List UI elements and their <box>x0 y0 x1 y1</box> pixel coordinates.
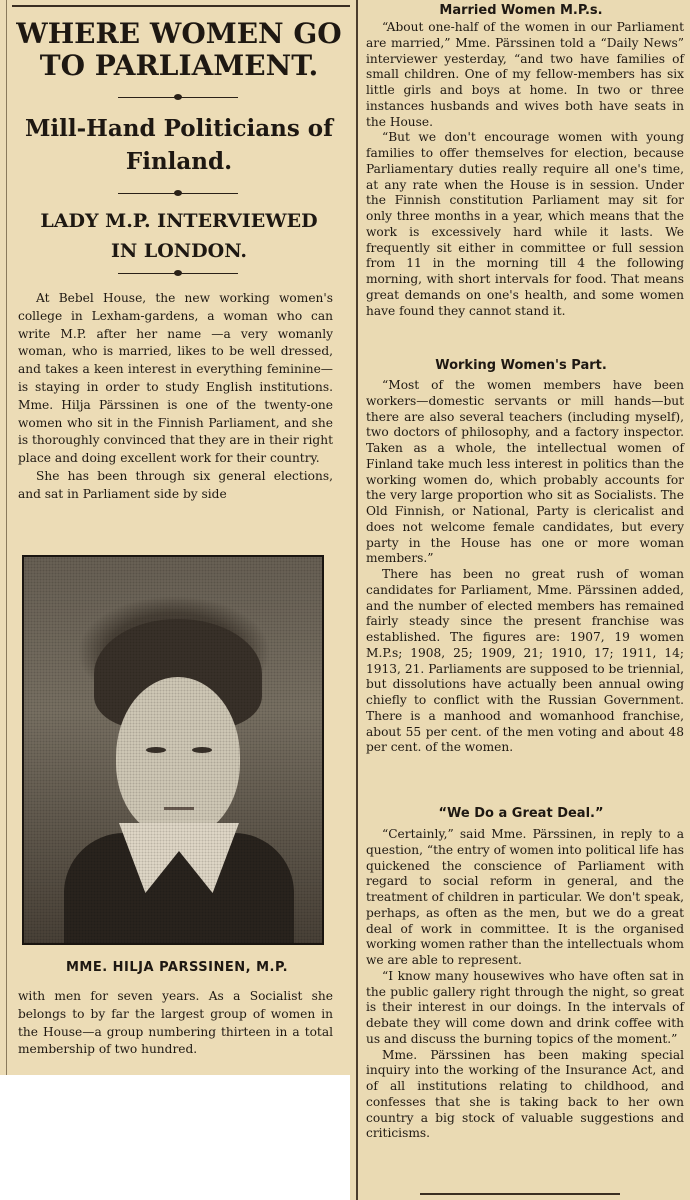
halftone-grain <box>24 557 322 943</box>
portrait-photo <box>22 555 324 945</box>
third-headline <box>14 206 344 266</box>
great-deal-paragraph-1: “Certainly,” said Mme. Pärssinen, in reply to a question, “the entry of women into political life has quickened the conscience of Parliament with regard to social reform in general, and the treatment of children in particular. We don't speak, perhaps, as often as the men, but we do a great deal of work in committee. It is the organised working women rather than the intellectuals whom we are able to represent. <box>366 827 684 967</box>
working-paragraph-2: There has been no great rush of woman candidates for Parliament, Mme. Pärssinen added, and the number of elected members has remained fairly steady since the present franchise was established. The figures are: 1907, 19 women M.P.s; 1908, 25; 1909, 21; 1910, 17; 1911, 14; 1913, 21. Parliaments are supposed to be triennial, but dissolutions have actually been annual owing chiefly to conflict with the Russian Government. There is a manhood and womanhood franchise, about 55 per cent. of the men voting and about 48 per cent. of the women. <box>366 567 684 755</box>
great-deal-paragraph-3: Mme. Pärssinen has been making special inquiry into the working of the Insurance Act, and of all institutions relating to childhood, and confesses that she is taking back to her own country a big stock of valuable suggestions and criticisms. <box>366 1047 684 1141</box>
sub-headline: Mill-Hand Politicians of Finland. <box>24 115 334 175</box>
third-headline-line-1: LADY M.P. INTERVIEWED <box>40 210 318 232</box>
section-heading-working: Working Women's Part. <box>435 358 607 373</box>
married-paragraph-2: “But we don't encourage women with young families to offer themselves for election, because Parliamentary duties really require all one's time, at any rate when the House is in session. Under the Finnish constitution Parliament may sit for only three months in a year, which means that the work is excessively hard while it lasts. We frequently sit either in committee or full session from 11 in the morning till 4 the following morning, with short intervals for food. That means great demands on one's health, and some women have found they cannot stand it. <box>366 130 684 318</box>
headline-ornament-2 <box>118 190 238 198</box>
main-headline: WHERE WOMEN GO TO PARLIAMENT. <box>16 17 342 82</box>
headline-ornament-1 <box>118 94 238 102</box>
bottom-rule <box>420 1193 620 1195</box>
married-paragraph-1: “About one-half of the women in our Parliament are married,” Mme. Pärssinen told a “Daily News” interviewer yesterday, “and two have families of small children. One of my fellow-members has six little girls and boys at home. In two or three instances husbands and wives both have seats in the House. <box>366 20 684 129</box>
continued-article-text <box>18 988 333 1059</box>
section-heading-married: Married Women M.P.s. <box>439 3 603 18</box>
married-section-text <box>366 20 684 319</box>
working-section-text <box>366 378 684 756</box>
third-headline-line-2: IN LONDON. <box>111 240 247 262</box>
column-edge-rule <box>6 0 7 1075</box>
great-deal-paragraph-2: “I know many housewives who have often sat in the public gallery right through the night, so great is their interest in our doings. In the intervals of debate they will come down and drink coffee with us and discuss the burning topics of the moment.” <box>366 968 684 1046</box>
headline-ornament-3 <box>118 270 238 278</box>
photo-caption: MME. HILJA PARSSINEN, M.P. <box>65 960 289 975</box>
working-paragraph-1: “Most of the women members have been workers—domestic servants or mill hands—but there are also several teachers (including myself), two doctors of philosophy, and a factory inspector. Taken as a whole, the intellectual women of Finland take much less interest in politics than the working women do, which probably accounts for the very large proportion who sit as Socialists. The Old Finnish, or National, Party is clericalist and does not welcome female candidates, but every party in the House has one or more woman members.” <box>366 378 684 566</box>
intro-article-text <box>18 290 333 504</box>
continued-paragraph: with men for seven years. As a Socialist she belongs to by far the largest group of women in the House—a group numbering thirteen in a total membership of two hundred. <box>18 989 333 1057</box>
top-rule <box>12 5 350 7</box>
section-heading-great-deal: “We Do a Great Deal.” <box>438 806 604 821</box>
column-divider-rule <box>356 0 358 1200</box>
intro-paragraph-2: She has been through six general elections, and sat in Parliament side by side <box>18 468 333 501</box>
great-deal-section-text <box>366 827 684 1142</box>
intro-paragraph-1: At Bebel House, the new working women's college in Lexham-gardens, a woman who can write M.P. after her name —a very womanly woman, who is married, likes to be well dressed, and takes a keen interest in everything feminine—is staying in order to study English institutions. Mme. Hilja Pärssinen is one of the twenty-one women who sit in the Finnish Parliament, and she is thoroughly convinced that they are in their right place and doing excellent work for their country. <box>18 291 333 466</box>
